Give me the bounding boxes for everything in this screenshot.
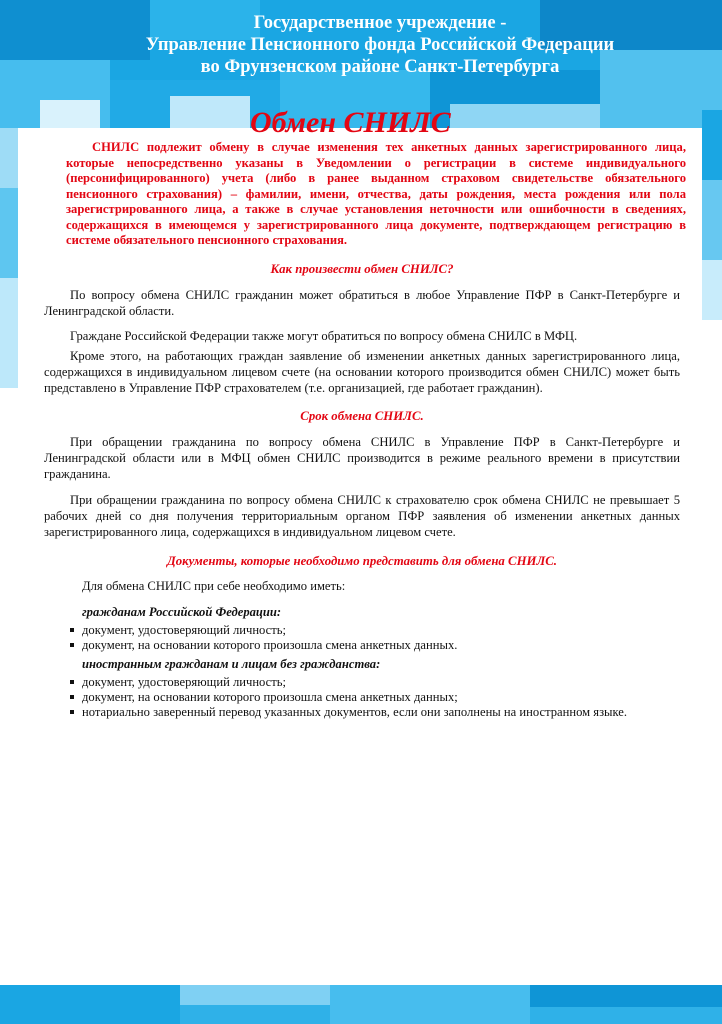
header-line-2: Управление Пенсионного фонда Российской Федерации <box>145 35 615 55</box>
intro-paragraph: СНИЛС подлежит обмену в случае изменения тех анкетных данных зарегистрированного лица, которые непосредственно указаны в Уведомлении о регистрации в системе индивидуального (персонифицированного) учета (либо в ранее выданном страховом свидетельстве обязательного пенсионного страхования) – фамилии, имени, отчества, даты рождения, места рождения или пола зарегистрированного лица, а также в случае установления неточности или ошибочности в сведениях, содержащихся в имеющемся у зарегистрированного лица документе, подтверждающем регистрацию в системе обязательного пенсионного страхования. <box>66 140 686 247</box>
header-line-1: Государственное учреждение - <box>253 13 507 33</box>
page-title: Обмен СНИЛС <box>250 106 451 139</box>
content <box>44 140 686 720</box>
footer-background <box>0 985 722 1024</box>
how-paragraph-2: Граждане Российской Федерации также могут обратиться по вопросу обмена СНИЛС в МФЦ. <box>70 328 578 343</box>
list-item: нотариально заверенный перевод указанных документов, если они заполнены на иностранном языке. <box>70 705 680 720</box>
header-line-3: во Фрунзенском районе Санкт-Петербурга <box>200 57 560 77</box>
header <box>60 12 700 78</box>
citizens-document-list <box>70 623 680 653</box>
term-paragraph-1: При обращении гражданина по вопросу обмена СНИЛС в Управление ПФР в Санкт-Петербурге и Ленинградской области или в МФЦ обмен СНИЛС производится в режиме реального времени в присутствии гражданина. <box>44 434 680 481</box>
list-item: документ, удостоверяющий личность; <box>70 623 680 638</box>
documents-lead: Для обмена СНИЛС при себе необходимо иметь: <box>82 578 346 593</box>
list-item: документ, на основании которого произошла смена анкетных данных; <box>70 690 680 705</box>
how-paragraph-3: Кроме этого, на работающих граждан заявление об изменении анкетных данных зарегистрированного лица, содержащихся в индивидуальном лицевом счете (на основании которого производится обмен СНИЛС) может быть представлено в Управление ПФР страхователем (т.е. организацией, где работает гражданин). <box>44 348 680 395</box>
section-heading-term: Срок обмена СНИЛС. <box>300 408 424 423</box>
section-heading-how: Как произвести обмен СНИЛС? <box>270 261 454 276</box>
list-item: документ, на основании которого произошла смена анкетных данных. <box>70 638 680 653</box>
term-paragraph-2: При обращении гражданина по вопросу обмена СНИЛС к страхователю срок обмена СНИЛС не превышает 5 рабочих дней со дня получения территориальным органом ПФР заявления об изменении анкетных данных зарегистрированного лица, содержащихся в индивидуальном лицевом счете. <box>44 492 680 539</box>
list-item: документ, удостоверяющий личность; <box>70 675 680 690</box>
how-paragraph-1: По вопросу обмена СНИЛС гражданин может обратиться в любое Управление ПФР в Санкт-Петербурге и Ленинградской области. <box>44 287 680 318</box>
group-title-citizens: гражданам Российской Федерации: <box>82 604 282 619</box>
section-heading-documents: Документы, которые необходимо представить для обмена СНИЛС. <box>167 553 557 568</box>
foreigners-document-list <box>70 675 680 720</box>
group-title-foreigners: иностранным гражданам и лицам без гражданства: <box>82 656 381 671</box>
left-decoration <box>0 128 18 388</box>
right-decoration <box>702 110 722 320</box>
